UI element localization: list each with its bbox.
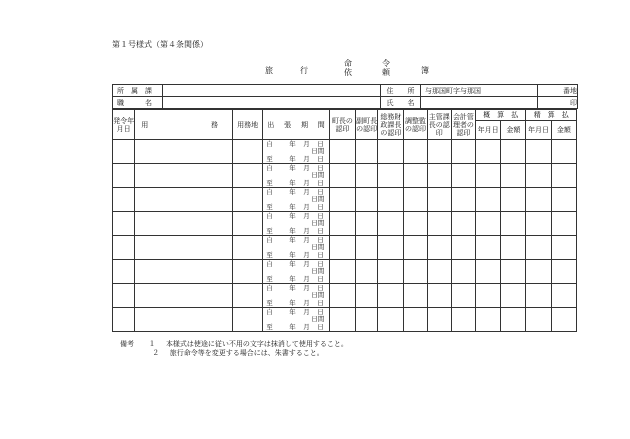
- register-cell: [501, 140, 526, 164]
- register-cell: [526, 260, 551, 284]
- register-cell: [451, 284, 475, 308]
- note-line-1: [120, 341, 348, 348]
- period-from-day: 日: [317, 308, 324, 316]
- period-from-month: 月: [303, 188, 310, 196]
- note-2-number: ２: [152, 349, 160, 357]
- notes-heading: 備考: [120, 340, 134, 348]
- register-cell: [501, 212, 526, 236]
- period-to-year: 年: [289, 323, 296, 331]
- cell-period: [263, 164, 330, 188]
- register-row: [113, 188, 577, 212]
- register-cell: [233, 260, 263, 284]
- period-to-mark: 至: [266, 203, 273, 211]
- register-cell: [233, 212, 263, 236]
- period-from-mark: 自: [266, 236, 273, 244]
- register-cell: [233, 308, 263, 332]
- period-to-year: 年: [289, 299, 296, 307]
- period-to-day: 日: [317, 275, 324, 283]
- register-cell: [451, 236, 475, 260]
- period-box: [263, 260, 329, 283]
- period-to-mark: 至: [266, 179, 273, 187]
- period-days-label: 日間: [311, 243, 325, 251]
- title-char-travel-2: 行: [300, 66, 308, 75]
- period-from-day: 日: [317, 284, 324, 292]
- period-to-day: 日: [317, 299, 324, 307]
- register-cell: [551, 260, 576, 284]
- address-value: 与那国町字与那国: [421, 85, 538, 97]
- period-from-day: 日: [317, 236, 324, 244]
- register-cell: [378, 308, 404, 332]
- register-cell: [113, 308, 135, 332]
- register-cell: [356, 188, 378, 212]
- col-period-char-1: 出: [267, 120, 275, 129]
- register-cell: [451, 188, 475, 212]
- register-cell: [427, 140, 451, 164]
- register-cell: [378, 164, 404, 188]
- register-cell: [427, 260, 451, 284]
- period-from-year: 年: [289, 284, 296, 292]
- register-cell: [356, 284, 378, 308]
- register-cell: [427, 308, 451, 332]
- register-cell: [356, 164, 378, 188]
- header-row-1: [113, 110, 577, 121]
- period-from-mark: 自: [266, 164, 273, 172]
- period-to-year: 年: [289, 155, 296, 163]
- period-from-month: 月: [303, 236, 310, 244]
- register-cell: [329, 284, 355, 308]
- register-cell: [476, 212, 501, 236]
- title-char-order: 令: [382, 59, 390, 68]
- col-prepay-date: 年月日: [476, 121, 501, 140]
- personal-info-table: [112, 84, 578, 109]
- col-period-char-4: 間: [317, 120, 325, 129]
- register-cell: [526, 308, 551, 332]
- register-cell: [451, 164, 475, 188]
- register-cell: [356, 212, 378, 236]
- period-from-mark: 自: [266, 284, 273, 292]
- period-to-day: 日: [317, 155, 324, 163]
- register-cell: [404, 308, 427, 332]
- note-1-text: 本様式は使途に従い不用の文字は抹消して使用すること。: [165, 340, 348, 348]
- register-cell: [526, 212, 551, 236]
- period-from-day: 日: [317, 164, 324, 172]
- period-from-mark: 自: [266, 212, 273, 220]
- register-cell: [113, 188, 135, 212]
- register-cell: [113, 140, 135, 164]
- note-2-text: 旅行命令等を変更する場合には、朱書すること。: [169, 349, 324, 357]
- period-from-day: 日: [317, 260, 324, 268]
- period-from-month: 月: [303, 260, 310, 268]
- meta-row-dept: [113, 85, 578, 97]
- period-from-year: 年: [289, 236, 296, 244]
- dept-value: [163, 85, 381, 97]
- register-cell: [233, 164, 263, 188]
- period-to-mark: 至: [266, 323, 273, 331]
- register-cell: [378, 284, 404, 308]
- register-cell: [501, 188, 526, 212]
- period-box: [263, 140, 329, 163]
- register-cell: [329, 140, 355, 164]
- period-box: [263, 308, 329, 331]
- period-from-year: 年: [289, 164, 296, 172]
- register-cell: [135, 140, 233, 164]
- col-period: [263, 110, 330, 140]
- register-cell: [501, 236, 526, 260]
- register-cell: [135, 212, 233, 236]
- period-from-month: 月: [303, 212, 310, 220]
- cell-period: [263, 212, 330, 236]
- register-rows: [113, 140, 577, 332]
- period-from-day: 日: [317, 188, 324, 196]
- register-row: [113, 236, 577, 260]
- period-to-day: 日: [317, 203, 324, 211]
- register-cell: [113, 236, 135, 260]
- register-cell: [427, 164, 451, 188]
- period-box: [263, 188, 329, 211]
- register-cell: [476, 188, 501, 212]
- register-cell: [404, 188, 427, 212]
- address-label: 住 所: [381, 85, 421, 97]
- register-cell: [404, 284, 427, 308]
- register-cell: [476, 164, 501, 188]
- period-box: [263, 236, 329, 259]
- period-to-mark: 至: [266, 155, 273, 163]
- register-cell: [135, 260, 233, 284]
- col-prepayment: 概 算 払: [476, 110, 526, 121]
- col-purpose: [135, 110, 233, 140]
- register-cell: [427, 212, 451, 236]
- register-cell: [378, 212, 404, 236]
- period-to-month: 月: [303, 227, 310, 235]
- period-to-mark: 至: [266, 227, 273, 235]
- register-cell: [135, 308, 233, 332]
- title-char-travel-1: 旅: [265, 66, 273, 75]
- register-cell: [427, 284, 451, 308]
- register-cell: [329, 308, 355, 332]
- register-cell: [526, 284, 551, 308]
- register-row: [113, 260, 577, 284]
- register-cell: [233, 236, 263, 260]
- register-cell: [113, 284, 135, 308]
- period-from-day: 日: [317, 140, 324, 148]
- cell-period: [263, 284, 330, 308]
- register-cell: [501, 260, 526, 284]
- col-prepay-amount: 金額: [501, 121, 526, 140]
- period-to-day: 日: [317, 323, 324, 331]
- register-cell: [451, 212, 475, 236]
- col-date: 発令年月日: [113, 110, 135, 140]
- register-cell: [233, 140, 263, 164]
- register-cell: [233, 188, 263, 212]
- col-period-char-3: 期: [300, 120, 308, 129]
- name-seal: 印: [538, 97, 578, 109]
- register-cell: [404, 236, 427, 260]
- period-from-day: 日: [317, 212, 324, 220]
- register-cell: [551, 308, 576, 332]
- col-place: 用務地: [233, 110, 263, 140]
- period-to-month: 月: [303, 155, 310, 163]
- dept-label: 所 属 課: [113, 85, 163, 97]
- period-days-label: 日間: [311, 267, 325, 275]
- register-row: [113, 140, 577, 164]
- note-1-number: １: [148, 340, 156, 348]
- col-settle-date: 年月日: [526, 121, 551, 140]
- col-mayor-seal: 町長の認印: [329, 110, 355, 140]
- register-cell: [378, 188, 404, 212]
- register-cell: [476, 260, 501, 284]
- period-to-year: 年: [289, 203, 296, 211]
- title-char-request: 依: [344, 68, 352, 77]
- register-cell: [451, 308, 475, 332]
- period-from-year: 年: [289, 260, 296, 268]
- register-row: [113, 284, 577, 308]
- register-cell: [329, 260, 355, 284]
- col-section-head-seal: 主管課長の認印: [427, 110, 451, 140]
- register-cell: [476, 140, 501, 164]
- period-days-label: 日間: [311, 315, 325, 323]
- period-to-mark: 至: [266, 251, 273, 259]
- period-to-day: 日: [317, 251, 324, 259]
- register-cell: [356, 308, 378, 332]
- period-days-label: 日間: [311, 219, 325, 227]
- period-from-month: 月: [303, 308, 310, 316]
- register-cell: [135, 188, 233, 212]
- register-cell: [526, 140, 551, 164]
- register-cell: [427, 188, 451, 212]
- period-from-mark: 自: [266, 188, 273, 196]
- period-from-month: 月: [303, 164, 310, 172]
- period-days-label: 日間: [311, 171, 325, 179]
- period-days-label: 日間: [311, 195, 325, 203]
- title-char-register: 簿: [421, 66, 429, 75]
- register-cell: [404, 164, 427, 188]
- cell-period: [263, 260, 330, 284]
- period-from-year: 年: [289, 140, 296, 148]
- register-cell: [551, 212, 576, 236]
- register-cell: [113, 212, 135, 236]
- name-value: [421, 97, 538, 109]
- register-cell: [427, 236, 451, 260]
- period-to-year: 年: [289, 179, 296, 187]
- meta-row-position: [113, 97, 578, 109]
- register-cell: [451, 260, 475, 284]
- period-box: [263, 284, 329, 307]
- register-cell: [356, 140, 378, 164]
- form-number-label: 第１号様式（第４条関係）: [112, 40, 208, 49]
- cell-period: [263, 140, 330, 164]
- register-cell: [476, 236, 501, 260]
- register-row: [113, 164, 577, 188]
- period-from-year: 年: [289, 188, 296, 196]
- register-cell: [404, 260, 427, 284]
- register-cell: [526, 236, 551, 260]
- register-cell: [329, 164, 355, 188]
- register-cell: [551, 188, 576, 212]
- title-char-command: 命: [344, 59, 352, 68]
- register-cell: [329, 236, 355, 260]
- col-settlement: 精 算 払: [526, 110, 577, 121]
- register-cell: [135, 164, 233, 188]
- col-purpose-char-2: 務: [211, 120, 219, 129]
- period-from-mark: 自: [266, 308, 273, 316]
- register-cell: [135, 284, 233, 308]
- register-cell: [404, 212, 427, 236]
- col-period-char-2: 張: [284, 120, 292, 129]
- cell-period: [263, 188, 330, 212]
- register-cell: [113, 164, 135, 188]
- period-box: [263, 212, 329, 235]
- register-cell: [329, 212, 355, 236]
- register-cell: [113, 260, 135, 284]
- col-review-seal: 調整監の認印: [404, 110, 427, 140]
- register-cell: [551, 164, 576, 188]
- register-cell: [551, 236, 576, 260]
- period-to-year: 年: [289, 227, 296, 235]
- period-from-year: 年: [289, 308, 296, 316]
- register-cell: [356, 260, 378, 284]
- period-to-month: 月: [303, 299, 310, 307]
- period-to-day: 日: [317, 179, 324, 187]
- register-cell: [501, 164, 526, 188]
- col-purpose-char-1: 用: [141, 120, 149, 129]
- register-cell: [233, 284, 263, 308]
- period-box: [263, 164, 329, 187]
- register-cell: [551, 140, 576, 164]
- register-cell: [404, 140, 427, 164]
- period-from-mark: 自: [266, 140, 273, 148]
- col-deputy-seal: 副町長の認印: [356, 110, 378, 140]
- position-value: [163, 97, 381, 109]
- col-treasurer-seal: 会計管理者の認印: [451, 110, 475, 140]
- register-cell: [451, 140, 475, 164]
- register-cell: [135, 236, 233, 260]
- col-settle-amount: 金額: [551, 121, 576, 140]
- register-row: [113, 308, 577, 332]
- address-suffix: 番地: [538, 85, 578, 97]
- period-from-month: 月: [303, 284, 310, 292]
- position-label: 職 名: [113, 97, 163, 109]
- cell-period: [263, 308, 330, 332]
- register-cell: [378, 236, 404, 260]
- period-to-month: 月: [303, 323, 310, 331]
- name-label: 氏 名: [381, 97, 421, 109]
- note-line-2: [120, 350, 324, 357]
- period-to-month: 月: [303, 203, 310, 211]
- col-general-affairs-seal: 総務財政課長の認印: [378, 110, 404, 140]
- period-from-month: 月: [303, 140, 310, 148]
- register-cell: [356, 236, 378, 260]
- period-to-month: 月: [303, 251, 310, 259]
- register-cell: [526, 188, 551, 212]
- title-char-ask: 頼: [382, 68, 390, 77]
- register-cell: [476, 284, 501, 308]
- period-from-year: 年: [289, 212, 296, 220]
- period-from-mark: 自: [266, 260, 273, 268]
- period-to-mark: 至: [266, 299, 273, 307]
- cell-period: [263, 236, 330, 260]
- period-days-label: 日間: [311, 147, 325, 155]
- period-to-month: 月: [303, 179, 310, 187]
- register-row: [113, 212, 577, 236]
- register-cell: [501, 308, 526, 332]
- period-to-year: 年: [289, 275, 296, 283]
- register-cell: [551, 284, 576, 308]
- register-cell: [378, 140, 404, 164]
- period-to-month: 月: [303, 275, 310, 283]
- period-to-year: 年: [289, 251, 296, 259]
- register-cell: [501, 284, 526, 308]
- period-to-mark: 至: [266, 275, 273, 283]
- travel-register-table: [112, 109, 577, 332]
- register-cell: [476, 308, 501, 332]
- register-cell: [378, 260, 404, 284]
- period-to-day: 日: [317, 227, 324, 235]
- period-days-label: 日間: [311, 291, 325, 299]
- register-cell: [526, 164, 551, 188]
- register-cell: [329, 188, 355, 212]
